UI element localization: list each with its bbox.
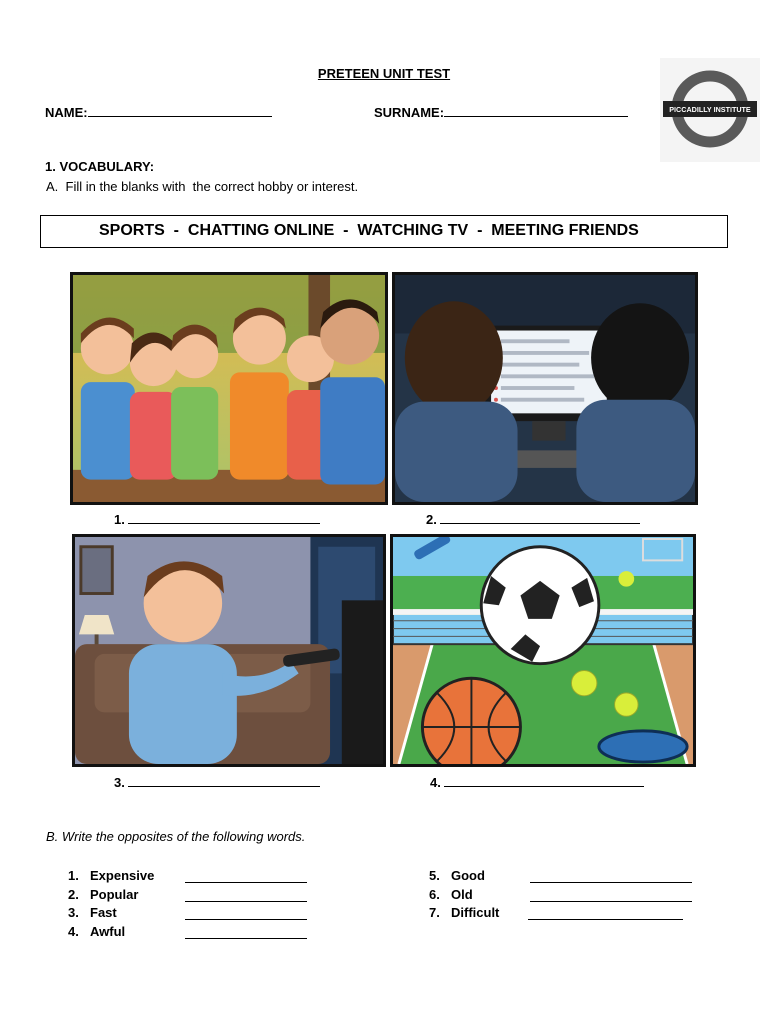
name-blank[interactable] [88,104,272,117]
answer-3-number: 3. [114,775,125,790]
vocabulary-heading: 1. VOCABULARY: [45,159,155,174]
section-a-instruction: A. Fill in the blanks with the correct hobby or interest. [46,179,359,194]
picture-2-boys-at-computer [392,272,698,505]
surname-field[interactable] [374,104,628,120]
answer-2-number: 2. [426,512,437,527]
opposite-blank-1[interactable] [185,882,307,883]
opposite-item-2: 2. Popular [68,887,139,902]
opposite-blank-5[interactable] [530,882,692,883]
opposite-blank-7[interactable] [528,919,683,920]
surname-blank[interactable] [444,104,628,117]
logo-text: PICCADILLY INSTITUTE [669,105,751,114]
answer-1[interactable] [114,512,320,527]
answer-1-blank[interactable] [128,512,320,524]
answer-4-blank[interactable] [444,775,644,787]
opposite-item-4: 4. Awful [68,924,126,939]
word-bank: SPORTS - CHATTING ONLINE - WATCHING TV - MEETING FRIENDS [40,215,728,248]
page-title: PRETEEN UNIT TEST [317,66,451,81]
answer-2[interactable] [426,512,640,527]
answer-4-number: 4. [430,775,441,790]
opposite-blank-2[interactable] [185,901,307,902]
opposite-blank-3[interactable] [185,919,307,920]
answer-4[interactable] [430,775,644,790]
section-b-instruction: B. Write the opposites of the following words. [46,829,306,844]
picture-1-kids-chatting [70,272,388,505]
picture-3-boy-watching-tv [72,534,386,767]
answer-3[interactable] [114,775,320,790]
opposite-item-3: 3. Fast [68,905,117,920]
name-field[interactable] [45,104,272,120]
answer-2-blank[interactable] [440,512,640,524]
institute-logo [660,58,760,162]
opposite-item-6: 6. Old [429,887,473,902]
surname-label: SURNAME: [374,105,445,120]
opposite-item-7: 7. Difficult [429,905,500,920]
opposite-item-5: 5. Good [429,868,485,883]
opposite-blank-6[interactable] [530,901,692,902]
opposite-item-1: 1. Expensive [68,868,155,883]
opposite-blank-4[interactable] [185,938,307,939]
answer-1-number: 1. [114,512,125,527]
name-label: NAME: [45,105,88,120]
picture-4-sports-balls [390,534,696,767]
answer-3-blank[interactable] [128,775,320,787]
